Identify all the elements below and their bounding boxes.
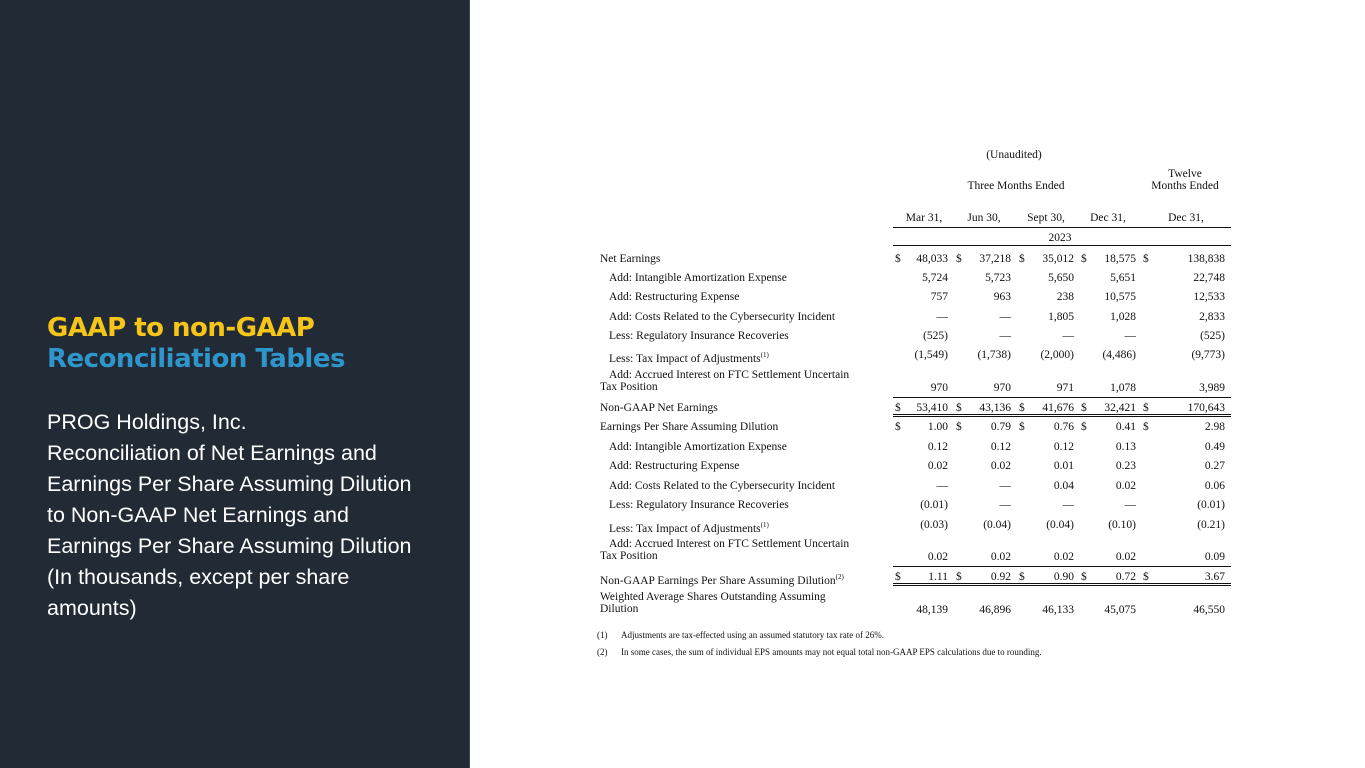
row-label: Less: Regulatory Insurance Recoveries	[609, 330, 789, 342]
dollar-sign: $	[1143, 253, 1149, 265]
dollar-sign: $	[1081, 402, 1087, 414]
footnote-number: (2)	[597, 647, 608, 657]
description-line: (In thousands, except per share	[47, 565, 350, 589]
title-line-1: GAAP to non-GAAP	[47, 313, 315, 343]
row-label: Add: Accrued Interest on FTC Settlement Uncertain	[609, 538, 850, 550]
description-line: Earnings Per Share Assuming Dilution	[47, 472, 412, 496]
dollar-sign: $	[1081, 421, 1087, 433]
cell-value: 0.90	[1053, 571, 1074, 583]
cell-value: 41,676	[1042, 402, 1074, 414]
cell-value: 0.23	[1115, 460, 1136, 472]
cell-value: —	[936, 480, 948, 492]
cell-value: 12,533	[1193, 291, 1225, 303]
cell-value: —	[999, 480, 1011, 492]
row-label: Less: Tax Impact of Adjustments$^{(1)}$	[609, 521, 769, 535]
row-label: Less: Regulatory Insurance Recoveries	[609, 499, 789, 511]
cell-value: —	[999, 499, 1011, 511]
cell-value: 0.41	[1115, 421, 1136, 433]
subtotal-rule	[893, 397, 1231, 398]
cell-value: 0.76	[1053, 421, 1074, 433]
cell-value: 45,075	[1104, 604, 1136, 616]
cell-value: (0.21)	[1197, 519, 1225, 531]
dollar-sign: $	[956, 571, 962, 583]
cell-value: 0.02	[927, 460, 948, 472]
cell-value: —	[999, 311, 1011, 323]
row-label: Add: Restructuring Expense	[609, 460, 740, 472]
cell-value: (0.01)	[1197, 499, 1225, 511]
column-header: Mar 31,	[905, 212, 943, 224]
cell-value: (0.01)	[920, 499, 948, 511]
row-label: Add: Intangible Amortization Expense	[609, 272, 787, 284]
cell-value: 963	[993, 291, 1011, 303]
dollar-sign: $	[895, 253, 901, 265]
cell-value: 1.00	[927, 421, 948, 433]
cell-value: 0.49	[1204, 441, 1225, 453]
cell-value: —	[1062, 499, 1074, 511]
cell-value: 1.11	[928, 571, 948, 583]
cell-value: 170,643	[1187, 402, 1225, 414]
row-label: Less: Tax Impact of Adjustments$^{(1)}$	[609, 351, 769, 365]
row-label: Add: Costs Related to the Cybersecurity Incident	[609, 311, 836, 323]
cell-value: 1,078	[1110, 382, 1136, 394]
description-line: to Non-GAAP Net Earnings and	[47, 503, 349, 527]
row-label: Non-GAAP Net Earnings	[600, 402, 718, 414]
year-header: 2023	[1048, 232, 1072, 244]
cell-value: 3,989	[1199, 382, 1225, 394]
cell-value: —	[1062, 330, 1074, 342]
cell-value: 0.02	[990, 460, 1011, 472]
total-rule-double	[893, 585, 1231, 586]
cell-value: 0.12	[1053, 441, 1074, 453]
cell-value: 970	[930, 382, 948, 394]
cell-value: 2.98	[1204, 421, 1225, 433]
cell-value: 1,028	[1110, 311, 1136, 323]
row-label: Add: Costs Related to the Cybersecurity Incident	[609, 480, 836, 492]
cell-value: 0.09	[1204, 551, 1225, 563]
cell-value: 0.27	[1204, 460, 1225, 472]
cell-value: 3.67	[1204, 571, 1225, 583]
cell-value: (0.04)	[1046, 519, 1074, 531]
cell-value: 0.02	[990, 551, 1011, 563]
cell-value: (1,549)	[914, 349, 948, 361]
cell-value: 0.04	[1053, 480, 1074, 492]
cell-value: (525)	[923, 330, 948, 342]
cell-value: 48,033	[916, 253, 948, 265]
cell-value: 0.79	[990, 421, 1011, 433]
twelve-months-header: Twelve	[1168, 168, 1202, 180]
dollar-sign: $	[1143, 571, 1149, 583]
cell-value: 971	[1056, 382, 1074, 394]
subtotal-rule	[893, 566, 1231, 567]
cell-value: 46,133	[1042, 604, 1074, 616]
three-months-header: Three Months Ended	[967, 180, 1065, 192]
cell-value: (4,486)	[1102, 349, 1136, 361]
footnote-text: Adjustments are tax-effected using an assumed statutory tax rate of 26%.	[621, 630, 885, 640]
row-label: Tax Position	[600, 550, 658, 562]
cell-value: 970	[993, 382, 1011, 394]
cell-value: 5,723	[985, 272, 1011, 284]
dollar-sign: $	[895, 402, 901, 414]
dollar-sign: $	[956, 253, 962, 265]
cell-value: (0.04)	[983, 519, 1011, 531]
dollar-sign: $	[956, 402, 962, 414]
cell-value: —	[1124, 330, 1136, 342]
dollar-sign: $	[1143, 421, 1149, 433]
description-line: Reconciliation of Net Earnings and	[47, 441, 377, 465]
cell-value: 2,833	[1199, 311, 1225, 323]
cell-value: 0.13	[1115, 441, 1136, 453]
row-label: Add: Restructuring Expense	[609, 291, 740, 303]
description-line: PROG Holdings, Inc.	[47, 410, 247, 434]
cell-value: (0.03)	[920, 519, 948, 531]
cell-value: 46,896	[979, 604, 1011, 616]
dollar-sign: $	[895, 421, 901, 433]
column-header: Sept 30,	[1027, 212, 1065, 224]
cell-value: 46,550	[1193, 604, 1225, 616]
row-label: Weighted Average Shares Outstanding Assuming	[600, 591, 826, 603]
column-header: Jun 30,	[967, 212, 1001, 224]
cell-value: (2,000)	[1040, 349, 1074, 361]
cell-value: (525)	[1200, 330, 1225, 342]
cell-value: 22,748	[1193, 272, 1225, 284]
header-rule	[893, 227, 1231, 228]
cell-value: 0.12	[927, 441, 948, 453]
cell-value: 1,805	[1048, 311, 1074, 323]
total-rule	[893, 414, 1231, 415]
cell-value: 43,136	[979, 402, 1011, 414]
description-line: Earnings Per Share Assuming Dilution	[47, 534, 412, 558]
cell-value: 138,838	[1187, 253, 1225, 265]
dollar-sign: $	[1019, 253, 1025, 265]
row-label: Earnings Per Share Assuming Dilution	[600, 421, 779, 433]
cell-value: 0.02	[1115, 480, 1136, 492]
cell-value: 0.92	[990, 571, 1011, 583]
row-label: Dilution	[600, 603, 639, 615]
footnote-text: In some cases, the sum of individual EPS amounts may not equal total non-GAAP EPS calculations due to rounding.	[621, 647, 1042, 657]
cell-value: —	[936, 311, 948, 323]
unaudited-header: (Unaudited)	[986, 149, 1042, 161]
cell-value: 5,651	[1110, 272, 1136, 284]
dollar-sign: $	[895, 571, 901, 583]
cell-value: (1,738)	[977, 349, 1011, 361]
left-panel	[0, 0, 470, 768]
cell-value: 0.01	[1053, 460, 1074, 472]
cell-value: —	[1124, 499, 1136, 511]
cell-value: 32,421	[1104, 402, 1136, 414]
cell-value: (9,773)	[1191, 349, 1225, 361]
dollar-sign: $	[1019, 571, 1025, 583]
footnote-number: (1)	[597, 630, 608, 640]
cell-value: 37,218	[979, 253, 1011, 265]
total-rule-double	[893, 416, 1231, 417]
cell-value: 0.06	[1204, 480, 1225, 492]
cell-value: 0.02	[927, 551, 948, 563]
cell-value: 238	[1056, 291, 1074, 303]
row-label: Tax Position	[600, 381, 658, 393]
cell-value: 10,575	[1104, 291, 1136, 303]
row-label: Non-GAAP Earnings Per Share Assuming Dilution$^{(2)}$	[600, 573, 844, 587]
column-header: Dec 31,	[1168, 212, 1204, 224]
dollar-sign: $	[956, 421, 962, 433]
cell-value: 0.72	[1115, 571, 1136, 583]
cell-value: 757	[930, 291, 948, 303]
row-label: Net Earnings	[600, 253, 661, 265]
description-line: amounts)	[47, 596, 137, 620]
cell-value: 0.02	[1053, 551, 1074, 563]
row-label: Add: Intangible Amortization Expense	[609, 441, 787, 453]
year-rule	[893, 245, 1231, 246]
dollar-sign: $	[1019, 421, 1025, 433]
column-header: Dec 31,	[1090, 212, 1126, 224]
cell-value: (0.10)	[1108, 519, 1136, 531]
cell-value: 5,724	[922, 272, 948, 284]
twelve-months-header: Months Ended	[1151, 180, 1219, 192]
dollar-sign: $	[1081, 253, 1087, 265]
dollar-sign: $	[1143, 402, 1149, 414]
cell-value: 18,575	[1104, 253, 1136, 265]
title-line-2: Reconciliation Tables	[47, 344, 345, 374]
cell-value: 0.12	[990, 441, 1011, 453]
cell-value: —	[999, 330, 1011, 342]
description	[47, 407, 447, 624]
row-label: Add: Accrued Interest on FTC Settlement Uncertain	[609, 369, 850, 381]
cell-value: 53,410	[916, 402, 948, 414]
dollar-sign: $	[1081, 571, 1087, 583]
cell-value: 35,012	[1042, 253, 1074, 265]
dollar-sign: $	[1019, 402, 1025, 414]
total-rule	[893, 583, 1231, 584]
cell-value: 5,650	[1048, 272, 1074, 284]
cell-value: 0.02	[1115, 551, 1136, 563]
cell-value: 48,139	[916, 604, 948, 616]
